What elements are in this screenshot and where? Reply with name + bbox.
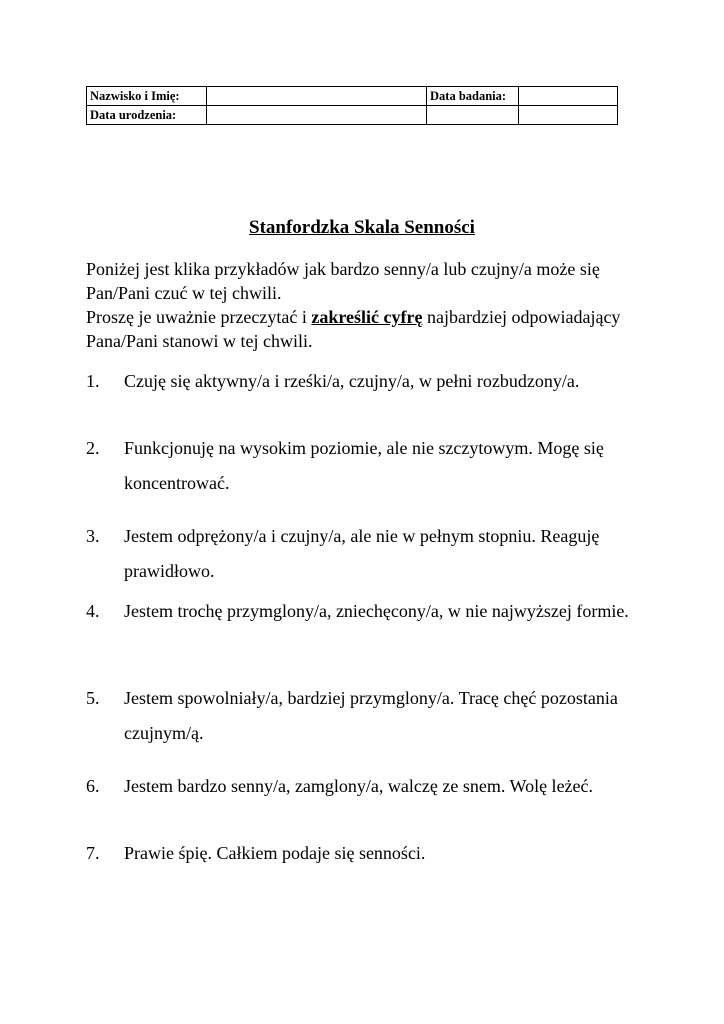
instructions-emphasis: zakreślić cyfrę bbox=[311, 307, 423, 327]
info-row-birth-date bbox=[87, 106, 618, 125]
scale-number[interactable]: 1. bbox=[86, 371, 100, 391]
scale-number[interactable]: 4. bbox=[86, 601, 100, 621]
scale-description: Prawie śpię. Całkiem podaje się senności. bbox=[124, 843, 426, 863]
page-title: Stanfordzka Skala Senności bbox=[249, 217, 475, 238]
exam-date-field[interactable] bbox=[519, 87, 618, 106]
scale-number[interactable]: 7. bbox=[86, 843, 100, 863]
empty-cell-2[interactable] bbox=[519, 106, 618, 125]
scale-number[interactable]: 2. bbox=[86, 438, 100, 458]
birth-date-label: Data urodzenia: bbox=[87, 106, 207, 125]
patient-info-table bbox=[86, 86, 618, 125]
empty-cell-1[interactable] bbox=[427, 106, 519, 125]
scale-item-1[interactable] bbox=[86, 364, 656, 399]
scale-description: Jestem odprężony/a i czujny/a, ale nie w pełnym stopniu. Reaguję prawidłowo. bbox=[124, 526, 600, 581]
scale-number[interactable]: 3. bbox=[86, 526, 100, 546]
scale-number[interactable]: 6. bbox=[86, 776, 100, 796]
scale-description: Czuję się aktywny/a i rześki/a, czujny/a, w pełni rozbudzony/a. bbox=[124, 371, 580, 391]
scale-description: Jestem spowolniały/a, bardziej przymglony/a. Tracę chęć pozostania czujnym/ą. bbox=[124, 688, 618, 743]
instructions-text-before: Proszę je uważnie przeczytać i bbox=[86, 307, 312, 327]
scale-description: Jestem trochę przymglony/a, zniechęcony/a, w nie najwyższej formie. bbox=[124, 601, 629, 621]
scale-item-6[interactable] bbox=[86, 769, 656, 804]
scale-item-7[interactable] bbox=[86, 836, 656, 871]
scale-item-4[interactable] bbox=[86, 594, 656, 629]
exam-date-label: Data badania: bbox=[427, 87, 519, 106]
instructions bbox=[86, 257, 646, 353]
name-field[interactable] bbox=[206, 87, 426, 106]
scale-item-3[interactable] bbox=[86, 519, 656, 589]
name-label: Nazwisko i Imię: bbox=[87, 87, 207, 106]
scale-number[interactable]: 5. bbox=[86, 688, 100, 708]
instructions-line-2 bbox=[86, 305, 646, 353]
scale-item-5[interactable] bbox=[86, 681, 656, 751]
instructions-text-after: najbardziej odpowiadający Pana/Pani stanowi w tej chwili. bbox=[86, 307, 621, 351]
info-row-name bbox=[87, 87, 618, 106]
birth-date-field[interactable] bbox=[206, 106, 426, 125]
instructions-line-1: Poniżej jest klika przykładów jak bardzo senny/a lub czujny/a może się Pan/Pani czuć w tej chwili. bbox=[86, 259, 600, 303]
scale-item-2[interactable] bbox=[86, 431, 656, 501]
scale-description: Funkcjonuję na wysokim poziomie, ale nie szczytowym. Mogę się koncentrować. bbox=[124, 438, 604, 493]
scale-description: Jestem bardzo senny/a, zamglony/a, walczę ze snem. Wolę leżeć. bbox=[124, 776, 594, 796]
